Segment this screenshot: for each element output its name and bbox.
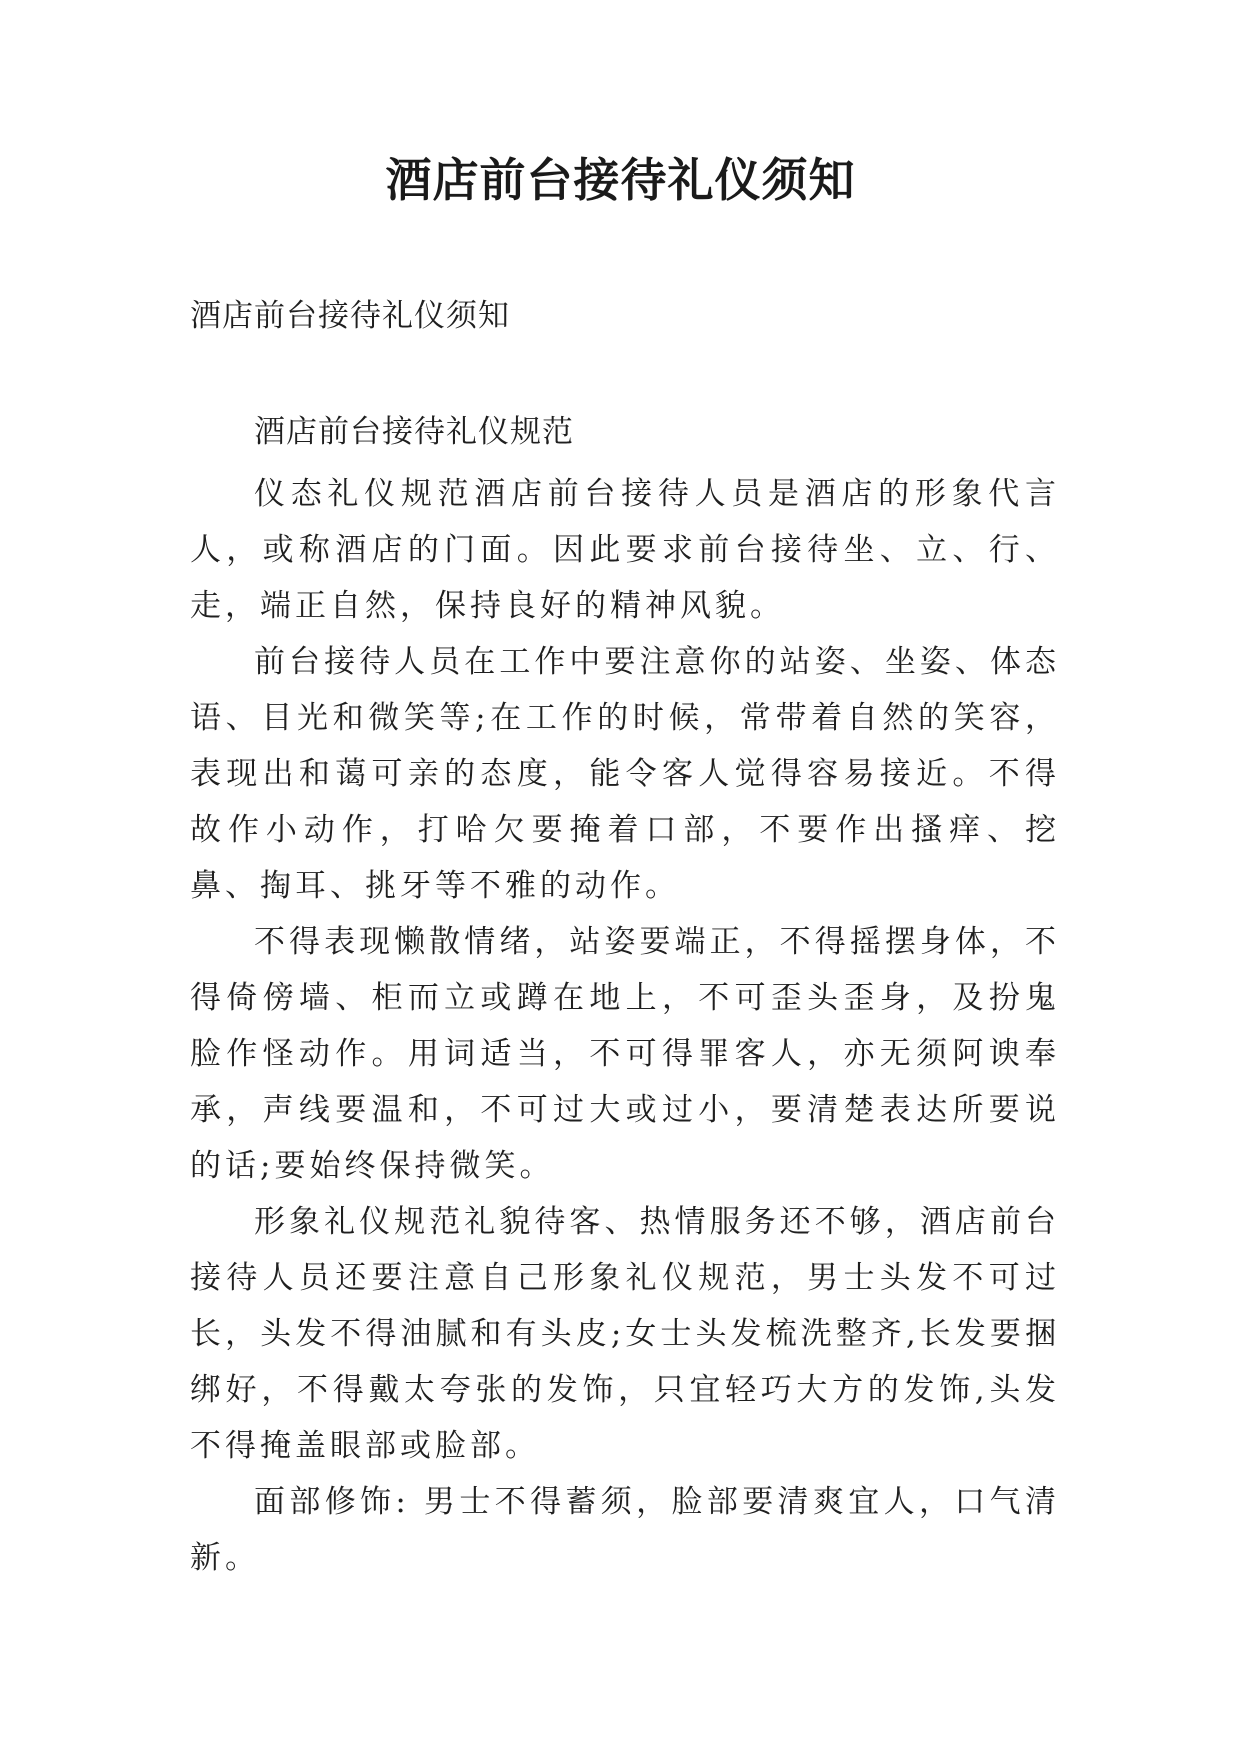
section-heading: 酒店前台接待礼仪规范 — [254, 414, 574, 450]
paragraph: 不得表现懒散情绪，站姿要端正，不得摇摆身体，不得倚傍墙、柜而立或蹲在地上，不可歪头歪身，及扮鬼脸作怪动作。用词适当，不可得罪客人，亦无须阿谀奉承，声线要温和，不可过大或过小，要清楚表达所要说的话;要始终保持微笑。 — [190, 924, 1060, 1184]
paragraph: 面部修饰: 男士不得蓄须，脸部要清爽宜人，口气清新。 — [190, 1484, 1060, 1576]
paragraph: 形象礼仪规范礼貌待客、热情服务还不够，酒店前台接待人员还要注意自己形象礼仪规范，男士头发不可过长，头发不得油腻和有头皮;女士头发梳洗整齐,长发要捆绑好，不得戴太夸张的发饰，只宜轻巧大方的发饰,头发不得掩盖眼部或脸部。 — [190, 1204, 1060, 1464]
paragraph: 前台接待人员在工作中要注意你的站姿、坐姿、体态语、目光和微笑等;在工作的时候，常带着自然的笑容，表现出和蔼可亲的态度，能令客人觉得容易接近。不得故作小动作，打哈欠要掩着口部，不要作出搔痒、挖鼻、掏耳、挑牙等不雅的动作。 — [190, 644, 1060, 904]
document-subtitle: 酒店前台接待礼仪须知 — [190, 298, 510, 334]
document-body — [190, 466, 1060, 1586]
document-title: 酒店前台接待礼仪须知 — [385, 153, 856, 207]
paragraph: 仪态礼仪规范酒店前台接待人员是酒店的形象代言人，或称酒店的门面。因此要求前台接待坐、立、行、走，端正自然，保持良好的精神风貌。 — [190, 476, 1060, 624]
